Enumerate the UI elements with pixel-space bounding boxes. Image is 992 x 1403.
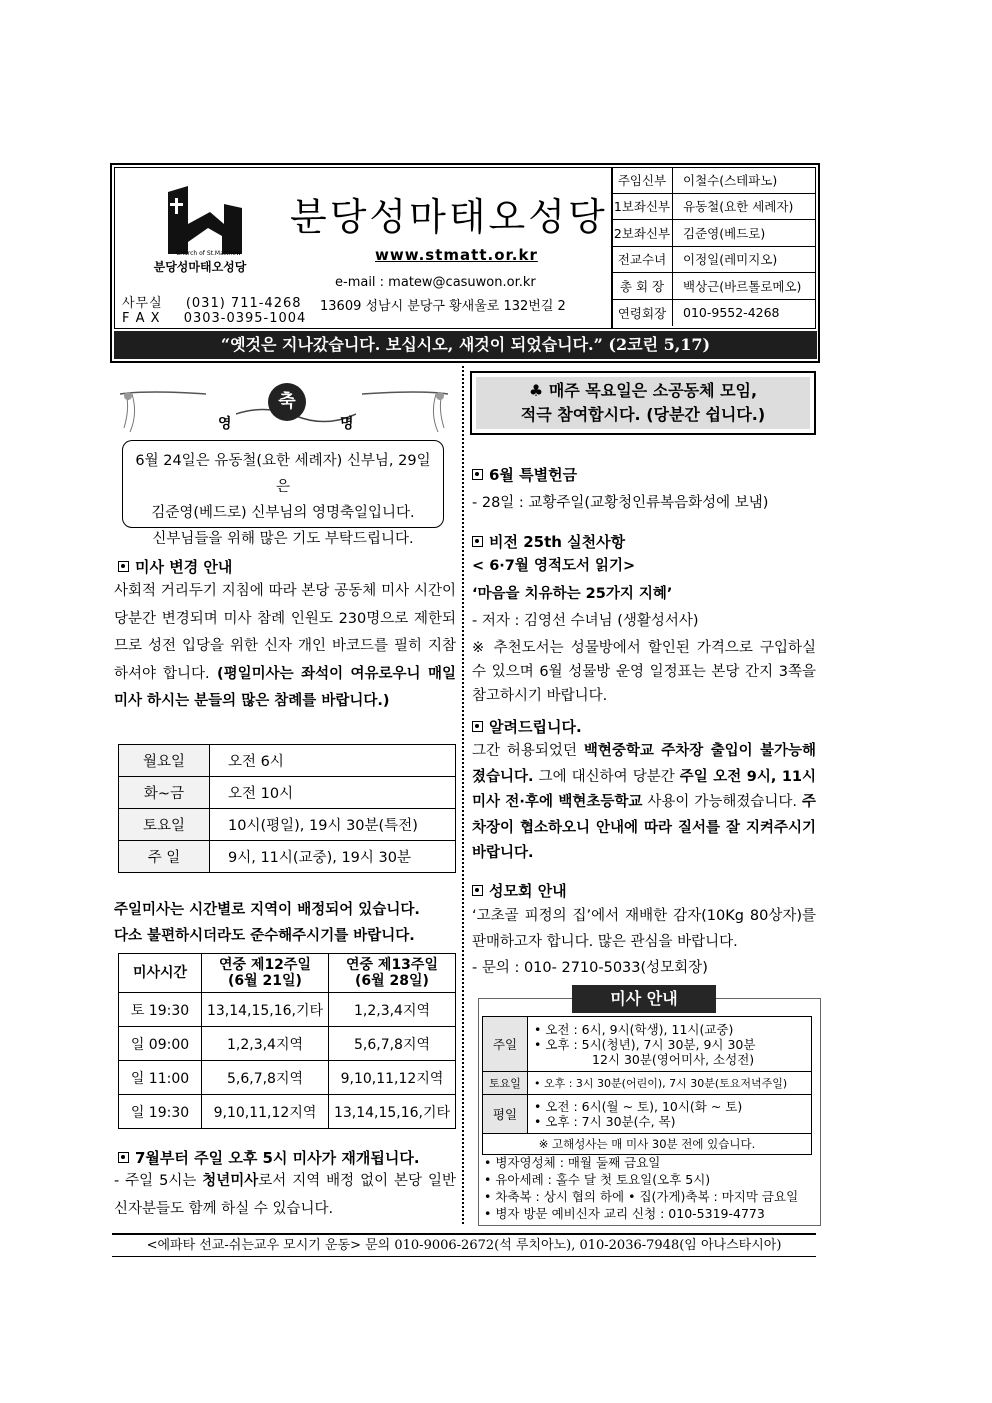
vision-heading (472, 531, 625, 552)
table-row (119, 993, 456, 1027)
list-item: • 병자영성체 : 매월 둘째 금요일 (484, 1155, 661, 1170)
announce-f: 주차장이 협소하오니 안내에 따라 질서를 잘 지켜주시기 바랍니다. (472, 794, 816, 861)
mass-time-line: • 오전 : 6시, 9시(학생), 11시(교중) (534, 1021, 734, 1037)
announce-paragraph (472, 739, 816, 867)
special-offering-text: - 28일 : 교황주일(교황청인류복음화성에 보냄) (472, 495, 769, 511)
table-row (483, 1072, 812, 1095)
table-cell: 13,14,15,16,기타 (202, 993, 329, 1027)
table-row (119, 809, 456, 841)
staff-name: 이철수(스테파노) (683, 172, 778, 188)
fax-label: F A X (122, 311, 161, 326)
office-phone-line (122, 292, 302, 311)
sunday5-paragraph (114, 1168, 456, 1223)
mass-change-text: 사회적 거리두기 지침에 따라 본당 공동체 미사 시간이 당분간 변경되며 미사 참례 인원도 230명으로 제한되므로 성전 입당을 위한 신자 개인 바코드를 필히 지참하셔야 합니다. (114, 583, 456, 682)
column-divider (462, 366, 464, 1224)
vision-paragraph (472, 553, 816, 708)
church-email: e-mail : matew@casuwon.or.kr (335, 275, 536, 290)
region-note-2: 다소 불편하시더라도 준수해주시기를 바랍니다. (114, 928, 415, 944)
mass-info-title: 미사 안내 (572, 985, 716, 1013)
staff-row (612, 273, 816, 300)
table-row (119, 841, 456, 873)
table-row (119, 777, 456, 809)
staff-role: 1보좌신부 (612, 194, 673, 220)
announce-d: 주일 오전 9시, 11시 미사 전·후에 백현초등학교 (472, 768, 817, 810)
announce-b: 백현중학교 주차장 출입이 불가능해졌습니다. (472, 743, 816, 785)
mass-change-paragraph (114, 578, 456, 716)
confession-note: ※ 고해성사는 매 미사 30분 전에 있습니다. (483, 1134, 812, 1155)
mothers-heading (472, 880, 567, 901)
schedule-day: 주 일 (119, 841, 210, 873)
staff-name: 유동철(요한 세례자) (683, 199, 794, 215)
announce-c: 그에 대신하여 당분간 (533, 768, 680, 785)
mass-times-cell (528, 1017, 812, 1072)
special-offering-title: 6월 특별헌금 (489, 466, 578, 484)
church-logo (158, 184, 248, 256)
bullet-square-icon (472, 536, 483, 547)
table-row (483, 1134, 812, 1155)
staff-row (612, 300, 816, 327)
schedule-day: 월요일 (119, 745, 210, 777)
vision-line: - 저자 : 김영선 수녀님 (생활성서사) (472, 613, 699, 629)
sunday5-title: 7월부터 주일 오후 5시 미사가 재개됩니다. (135, 1149, 420, 1167)
feast-badge: 축 (268, 383, 306, 421)
table-cell: 일 09:00 (119, 1027, 202, 1061)
schedule-time: 9시, 11시(교중), 19시 30분 (210, 841, 456, 873)
table-row (119, 1027, 456, 1061)
table-cell: 13,14,15,16,기타 (329, 1095, 456, 1129)
staff-role: 2보좌신부 (612, 220, 673, 246)
feast-text (130, 448, 436, 552)
feast-line: 김준영(베드로) 신부님의 영명축일입니다. (151, 505, 415, 521)
table-cell: 9,10,11,12지역 (202, 1095, 329, 1129)
sunday5-text-c: 로서 지역 배정 없이 본당 일반신자분들도 함께 하실 수 있습니다. (114, 1173, 456, 1217)
motto-banner: “옛것은 지나갔습니다. 보십시오, 새것이 되었습니다.” (2코린 5,17) (114, 331, 817, 359)
announce-e: 사용이 가능해졌습니다. (642, 794, 802, 810)
fax-line (122, 311, 306, 326)
staff-role: 총 회 장 (612, 273, 673, 299)
footer-banner: <에파타 선교-쉬는교우 모시기 운동> 문의 010-9006-2672(석 루치아노), 010-2036-7948(임 아나스타시아) (112, 1233, 816, 1257)
notice-inner (476, 377, 810, 429)
table-row (119, 1095, 456, 1129)
staff-row (612, 220, 816, 247)
bullet-square-icon (118, 1152, 129, 1163)
office-phone: (031) 711-4268 (185, 296, 302, 311)
mass-change-bold-text: (평일미사는 좌석이 여유로우니 매일미사 하시는 분들의 많은 참례를 바랍니다.) (114, 665, 456, 709)
church-url-link[interactable]: www.stmatt.or.kr (375, 246, 538, 264)
sunday5-text-a: - 주일 5시는 (114, 1173, 203, 1189)
staff-row (612, 194, 816, 221)
table-row (483, 1095, 812, 1134)
table-header-row (119, 954, 456, 993)
schedule-day: 토요일 (119, 809, 210, 841)
schedule-day: 화~금 (119, 777, 210, 809)
mothers-paragraph (472, 903, 816, 981)
church-address: 13609 성남시 분당구 황새울로 132번길 2 (320, 299, 566, 314)
vision-line: ※ 추천도서는 성물방에서 할인된 가격으로 구입하실 수 있으며 6월 성물방 운영 일정표는 본당 간지 3쪽을 참고하시기 바랍니다. (472, 639, 816, 704)
schedule-time: 오전 6시 (210, 745, 456, 777)
list-item: • 병자 방문 예비신자 교리 신청 : 010-5319-4773 (484, 1206, 765, 1221)
list-item: • 차축복 : 상시 협의 하에 • 집(가게)축복 : 마지막 금요일 (484, 1189, 799, 1204)
vision-line: ‘마음을 치유하는 25가지 지혜’ (472, 585, 673, 602)
church-title: 분당성마태오성당 (290, 195, 608, 239)
table-cell: 토 19:30 (119, 993, 202, 1027)
mass-time-line: 12시 30분(영어미사, 소성전) (592, 1051, 755, 1067)
vision-title: 비전 25th 실천사항 (489, 533, 626, 551)
schedule-time: 오전 10시 (210, 777, 456, 809)
ribbon-ornament-left-icon (118, 388, 208, 434)
table-cell: 일 11:00 (119, 1061, 202, 1095)
mass-time-line: • 오후 : 5시(청년), 7시 30분, 9시 30분 (534, 1036, 756, 1052)
table-row (483, 1017, 812, 1072)
announce-title: 알려드립니다. (489, 718, 582, 736)
mass-time-line: • 오후 : 3시 30분(어린이), 7시 30분(토요저녁주일) (528, 1072, 812, 1095)
notice-line-1: ♣ 매주 목요일은 소공동체 모임, (528, 381, 758, 400)
mass-times-cell (528, 1095, 812, 1134)
staff-row (612, 247, 816, 274)
mass-day-label: 평일 (483, 1095, 528, 1134)
mothers-text: ‘고초골 피정의 집’에서 재배한 감자(10Kg 80상자)를 판매하고자 합니다. 많은 관심을 바랍니다. (472, 908, 816, 950)
table-row (119, 745, 456, 777)
special-offering-heading (472, 464, 577, 485)
mass-info-table (482, 1016, 812, 1155)
mass-change-title: 미사 변경 안내 (135, 558, 233, 576)
schedule-time: 10시(평일), 19시 30분(특전) (210, 809, 456, 841)
sunday5-heading (118, 1147, 420, 1168)
staff-name: 010-9552-4268 (683, 305, 780, 321)
staff-role: 전교수녀 (612, 247, 673, 273)
list-item: • 유아세례 : 홀수 달 첫 토요일(오후 5시) (484, 1172, 711, 1187)
staff-list (612, 167, 816, 326)
column-header: 연중 제13주일 (6월 28일) (329, 954, 456, 993)
staff-role: 연령회장 (612, 300, 673, 327)
mothers-contact: - 문의 : 010- 2710-5033(성모회장) (472, 960, 708, 976)
mass-time-line: • 오후 : 7시 30분(수, 목) (534, 1114, 676, 1129)
feast-label-left: 영 (218, 416, 232, 432)
fax-number: 0303-0395-1004 (183, 311, 307, 326)
bullet-square-icon (472, 469, 483, 480)
table-cell: 9,10,11,12지역 (329, 1061, 456, 1095)
region-table (118, 953, 456, 1129)
mass-day-label: 토요일 (483, 1072, 528, 1095)
column-header: 미사시간 (119, 954, 202, 993)
ribbon-ornament-right-icon (360, 388, 450, 434)
logo-small-text: Church of St.Matthew (176, 250, 241, 257)
table-cell: 5,6,7,8지역 (329, 1027, 456, 1061)
mass-change-heading (118, 556, 232, 577)
column-header: 연중 제12주일 (6월 21일) (202, 954, 329, 993)
office-label: 사무실 (122, 296, 163, 311)
mothers-title: 성모회 안내 (489, 882, 567, 900)
mass-time-line: • 오전 : 6시(월 ~ 토), 10시(화 ~ 토) (534, 1099, 743, 1114)
staff-name: 김준영(베드로) (683, 225, 766, 241)
table-cell: 1,2,3,4지역 (202, 1027, 329, 1061)
staff-row (612, 167, 816, 194)
table-cell: 일 19:30 (119, 1095, 202, 1129)
staff-name: 백상근(바르톨로메오) (683, 278, 802, 294)
staff-name: 이정일(레미지오) (683, 252, 778, 268)
feast-label-right: 명 (340, 416, 354, 432)
table-row (119, 1061, 456, 1095)
logo-caption: 분당성마태오성당 (153, 260, 247, 274)
mass-day-label: 주일 (483, 1017, 528, 1072)
notice-line-2: 적극 참여합시다. (당분간 쉽니다.) (520, 405, 766, 424)
bullet-square-icon (118, 561, 129, 572)
feast-line: 6월 24일은 유동철(요한 세례자) 신부님, 29일은 (135, 453, 431, 495)
bullet-square-icon (472, 885, 483, 896)
staff-role: 주임신부 (612, 167, 673, 193)
table-cell: 1,2,3,4지역 (329, 993, 456, 1027)
announce-heading (472, 716, 582, 737)
region-note-1: 주일미사는 시간별로 지역이 배정되어 있습니다. (114, 902, 420, 918)
vision-line: < 6·7월 영적도서 읽기> (472, 558, 636, 574)
mass-schedule-table (118, 744, 456, 873)
announce-a: 그간 허용되었던 (472, 743, 584, 759)
feast-line: 신부님들을 위해 많은 기도 부탁드립니다. (152, 531, 414, 547)
sunday5-text-bold: 청년미사 (202, 1173, 259, 1189)
bullet-square-icon (472, 721, 483, 732)
table-cell: 5,6,7,8지역 (202, 1061, 329, 1095)
mass-info-bullets (484, 1154, 798, 1222)
